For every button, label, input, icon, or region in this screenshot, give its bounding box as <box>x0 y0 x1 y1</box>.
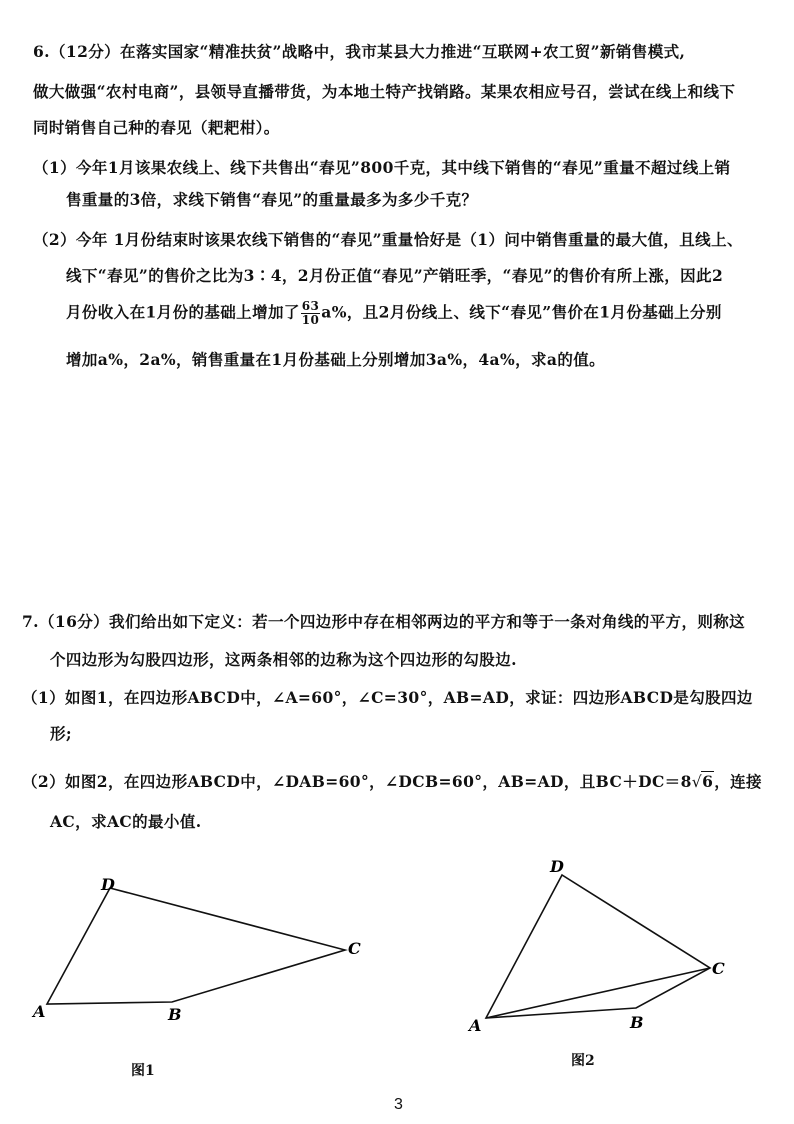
figure-1-caption: 图1 <box>131 1063 155 1079</box>
q7-part2-line-1-start: （2）如图2，在四边形ABCD中，∠DAB=60°，∠DCB=60°，AB=AD，且BC＋DC＝8 <box>22 772 692 791</box>
fraction-denominator: 10 <box>301 313 320 327</box>
q7-intro-line-1: 7.（16分）我们给出如下定义：若一个四边形中存在相邻两边的平方和等于一条对角线的平方，则称这 <box>22 612 746 631</box>
figure-1-label-b: B <box>168 1005 182 1024</box>
q6-part2-line-3 <box>66 300 722 327</box>
figure-1-label-a: A <box>33 1002 46 1021</box>
q6-intro-line-1: 6.（12分）在落实国家“精准扶贫”战略中，我市某县大力推进“互联网+农工贸”新销售模式, <box>33 42 686 61</box>
q6-part2-line-2: 线下“春见”的售价之比为3∶4，2月份正值“春见”产销旺季，“春见”的售价有所上涨，因此2 <box>66 266 724 285</box>
figure-2-outline <box>486 875 710 1018</box>
q7-part2-line-1: （2）如图2，在四边形ABCD中，∠DAB=60°，∠DCB=60°，AB=AD，且BC＋DC＝8√6，连接 <box>22 772 762 791</box>
q6-part2-line-4: 增加a%，2a%，销售重量在1月份基础上分别增加3a%，4a%，求a的值。 <box>66 350 606 369</box>
fraction-numerator: 63 <box>301 299 320 313</box>
page-number: 3 <box>394 1096 403 1113</box>
figure-2-label-c: C <box>712 959 725 978</box>
figure-2-quadrilateral <box>440 850 760 1050</box>
figure-2-label-b: B <box>630 1013 644 1032</box>
figure-2-label-a: A <box>469 1016 482 1035</box>
figure-1-label-c: C <box>348 939 361 958</box>
figure-1-outline <box>47 888 345 1004</box>
q7-part2-line-1-end: ，连接 <box>714 772 762 791</box>
sqrt-radicand: 6 <box>702 772 714 791</box>
q6-part2-line-3-end: a%，且2月份线上、线下“春见”售价在1月份基础上分别 <box>321 302 722 322</box>
q7-intro-line-2: 个四边形为勾股四边形，这两条相邻的边称为这个四边形的勾股边. <box>50 650 517 669</box>
q6-intro-line-2: 做大做强“农村电商”，县领导直播带货，为本地土特产找销路。某果农相应号召，尝试在线上和线下 <box>33 82 736 101</box>
figure-1-quadrilateral <box>0 860 400 1050</box>
q7-part1-line-2: 形; <box>50 724 73 743</box>
q6-part1-line-1: （1）今年1月该果农线上、线下共售出“春见”800千克，其中线下销售的“春见”重量不超过线上销 <box>33 158 731 177</box>
q7-part2-line-2: AC，求AC的最小值. <box>50 812 202 831</box>
fraction-63-over-10 <box>301 300 321 327</box>
q7-part1-line-1: （1）如图1，在四边形ABCD中，∠A=60°，∠C=30°，AB=AD，求证：四边形ABCD是勾股四边 <box>22 688 753 707</box>
figure-2-label-d: D <box>550 857 564 876</box>
q6-part2-line-1: （2）今年 1月份结束时该果农线下销售的“春见”重量恰好是（1）问中销售重量的最大值，且线上、 <box>33 230 743 249</box>
q6-intro-line-3: 同时销售自己种的春见（耙耙柑）。 <box>33 118 280 137</box>
q6-part1-line-2: 售重量的3倍，求线下销售“春见”的重量最多为多少千克？ <box>66 190 478 209</box>
figure-1-label-d: D <box>101 875 115 894</box>
q6-part2-line-3-start: 月份收入在1月份的基础上增加了 <box>66 302 300 322</box>
figure-2-caption: 图2 <box>571 1053 595 1069</box>
